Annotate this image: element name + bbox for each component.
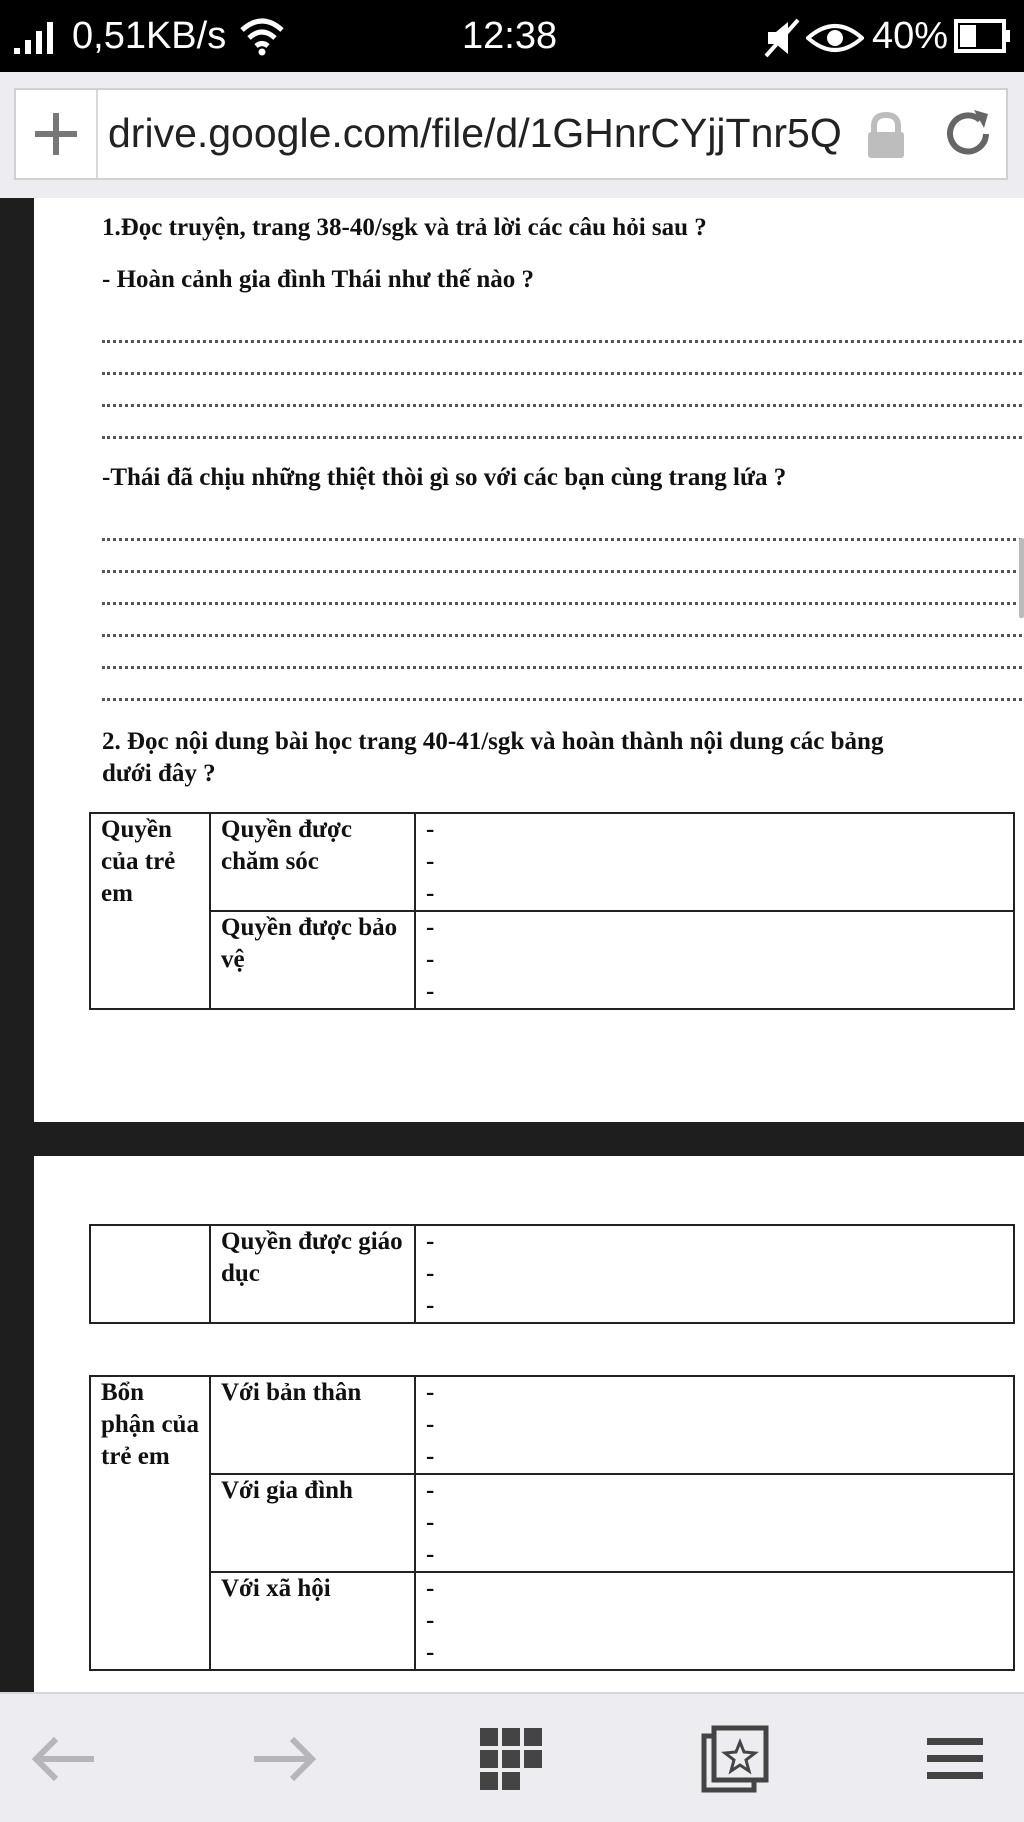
duties-table xyxy=(89,1375,1015,1671)
back-button[interactable] xyxy=(18,1714,108,1804)
education-table xyxy=(89,1224,1015,1324)
browser-toolbar xyxy=(0,72,1024,198)
row-label: Quyền được bảo vệ xyxy=(210,911,415,1009)
group-cell xyxy=(90,1225,210,1323)
menu-button[interactable] xyxy=(910,1714,1000,1804)
menu-icon xyxy=(925,1734,985,1784)
eye-icon xyxy=(806,18,864,68)
answer-line xyxy=(102,570,1022,573)
answer-line xyxy=(102,436,1022,439)
document-viewer[interactable] xyxy=(0,198,1024,1692)
reload-button[interactable] xyxy=(938,104,998,169)
grid-icon xyxy=(478,1726,544,1792)
answer-line xyxy=(102,404,1022,407)
answer-cell: - - - xyxy=(415,1376,1014,1474)
question-2-cont: dưới đây ? xyxy=(102,760,216,787)
battery-icon xyxy=(954,18,1012,64)
answer-line xyxy=(102,698,1022,701)
row-label: Với bản thân xyxy=(210,1376,415,1474)
signal-icon xyxy=(12,20,56,64)
battery-level: 40% xyxy=(872,15,949,57)
answer-line xyxy=(102,666,1022,669)
wifi-icon xyxy=(238,16,286,66)
mute-icon xyxy=(762,18,802,68)
answer-cell: - - - xyxy=(415,911,1014,1009)
url-bar[interactable] xyxy=(14,88,1008,180)
reload-icon xyxy=(938,104,998,164)
plus-icon xyxy=(33,111,79,157)
back-arrow-icon xyxy=(28,1734,98,1784)
question-2: 2. Đọc nội dung bài học trang 40-41/sgk và hoàn thành nội dung các bảng xyxy=(102,728,884,755)
row-label: Quyền được giáo dục xyxy=(210,1225,415,1323)
answer-cell: - - - xyxy=(415,1572,1014,1670)
answer-cell: - - - xyxy=(415,813,1014,911)
answer-line xyxy=(102,634,1022,637)
answer-cell: - - - xyxy=(415,1474,1014,1572)
lock-icon xyxy=(864,112,908,165)
question-1: 1.Đọc truyện, trang 38-40/sgk và trả lời các câu hỏi sau ? xyxy=(102,214,707,241)
speed-dial-button[interactable] xyxy=(466,1714,556,1804)
answer-line xyxy=(102,372,1022,375)
rights-table xyxy=(89,812,1015,1010)
forward-button[interactable] xyxy=(240,1714,330,1804)
document-page xyxy=(34,1156,1024,1692)
forward-arrow-icon xyxy=(250,1734,320,1784)
row-label: Với xã hội xyxy=(210,1572,415,1670)
scrollbar[interactable] xyxy=(1019,538,1024,618)
group-cell: Bổn phận của trẻ em xyxy=(90,1376,210,1670)
answer-cell: - - - xyxy=(415,1225,1014,1323)
question-1a: - Hoàn cảnh gia đình Thái như thế nào ? xyxy=(102,266,535,293)
new-tab-button[interactable] xyxy=(16,90,98,178)
answer-line xyxy=(102,538,1022,541)
row-label: Quyền được chăm sóc xyxy=(210,813,415,911)
status-bar xyxy=(0,0,1024,72)
url-text[interactable]: drive.google.com/file/d/1GHnrCYjjTnr5Q xyxy=(108,110,842,156)
group-cell: Quyền của trẻ em xyxy=(90,813,210,1009)
clock: 12:38 xyxy=(462,15,558,57)
question-1b: -Thái đã chịu những thiệt thòi gì so với các bạn cùng trang lứa ? xyxy=(102,464,787,491)
answer-line xyxy=(102,602,1022,605)
document-page xyxy=(34,198,1024,1122)
tabs-button[interactable] xyxy=(690,1714,780,1804)
bottom-nav-bar xyxy=(0,1692,1024,1822)
tabs-icon xyxy=(700,1724,770,1794)
answer-line xyxy=(102,340,1022,343)
row-label: Với gia đình xyxy=(210,1474,415,1572)
network-speed: 0,51KB/s xyxy=(72,15,227,57)
